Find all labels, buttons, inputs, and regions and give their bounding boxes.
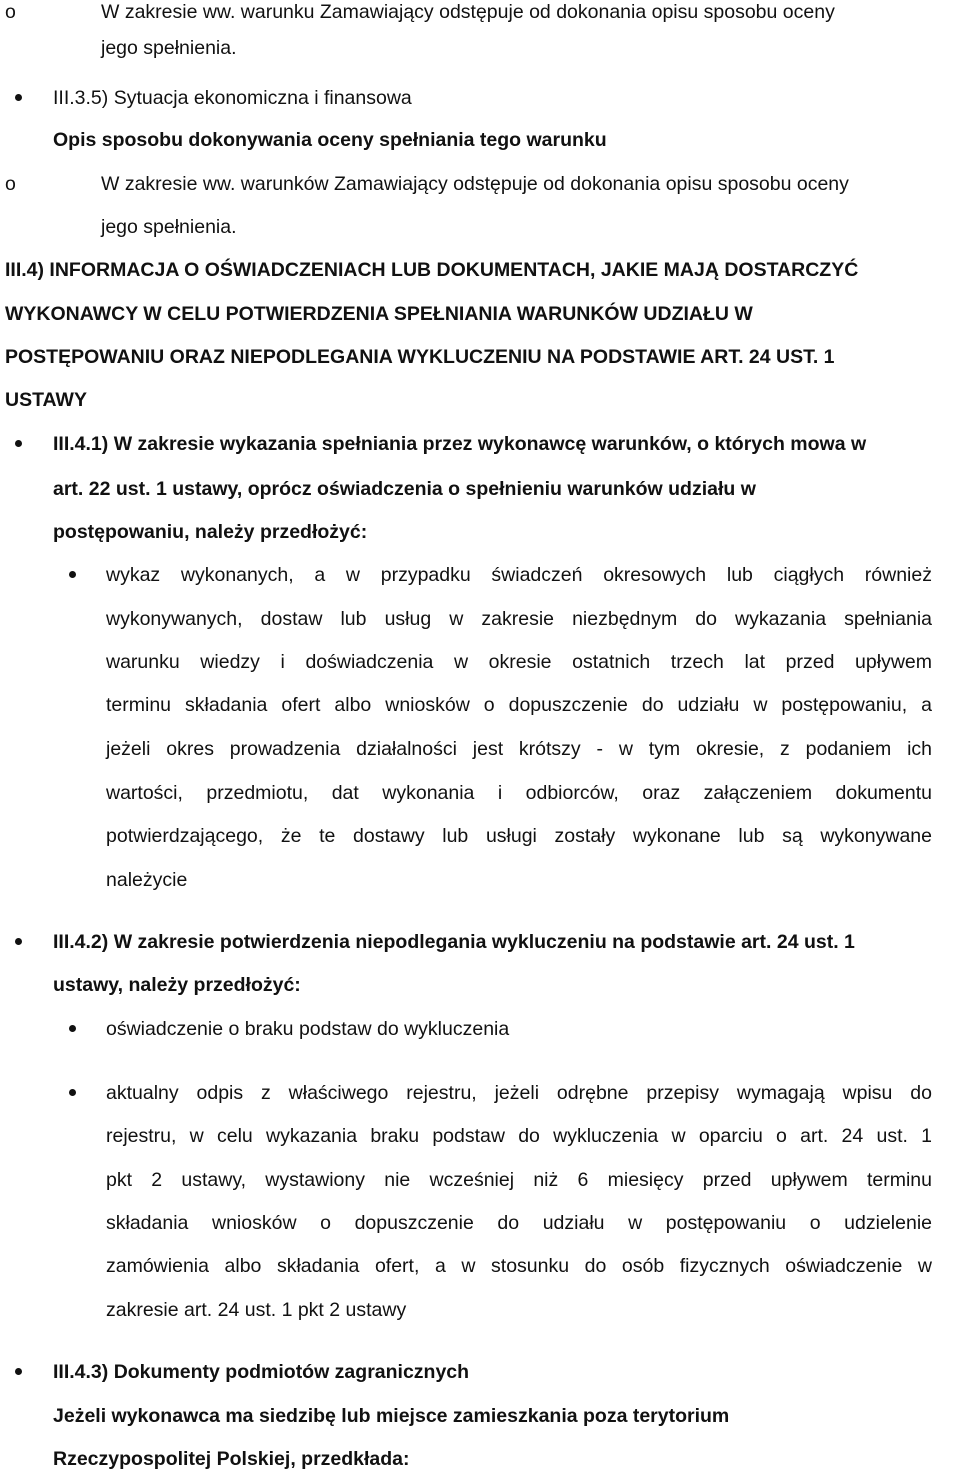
body-line: Jeżeli wykonawca ma siedzibę lub miejsce zamieszkania poza terytorium bbox=[53, 1405, 730, 1427]
section-heading: III.3.5) Sytuacja ekonomiczna i finansowa bbox=[53, 87, 412, 109]
section-heading-line: III.4.1) W zakresie wykazania spełniania przez wykonawcę warunków, o których mowa w bbox=[53, 433, 867, 455]
list-item-line: oświadczenie o braku podstaw do wykluczenia bbox=[106, 1018, 510, 1040]
list-item-line: pkt 2 ustawy, wystawiony nie wcześniej niż 6 miesięcy przed upływem terminu bbox=[106, 1169, 932, 1191]
section-heading-line: WYKONAWCY W CELU POTWIERDZENIA SPEŁNIANIA WARUNKÓW UDZIAŁU W bbox=[5, 303, 753, 325]
list-item-line: terminu składania ofert albo wniosków o dopuszczenie do udziału w postępowaniu, a bbox=[106, 694, 932, 716]
text-line: jego spełnienia. bbox=[101, 37, 237, 59]
bullet-icon bbox=[69, 571, 76, 578]
list-item-line: należycie bbox=[106, 869, 188, 891]
section-heading-line: USTAWY bbox=[5, 389, 87, 411]
list-item-line: potwierdzającego, że te dostawy lub usługi zostały wykonane lub są wykonywane bbox=[106, 825, 932, 847]
text-line: W zakresie ww. warunku Zamawiający odstępuje od dokonania opisu sposobu oceny bbox=[101, 1, 835, 23]
list-item-line: wartości, przedmiotu, dat wykonania i odbiorców, oraz załączeniem dokumentu bbox=[106, 782, 932, 804]
list-item-line: warunku wiedzy i doświadczenia w okresie ostatnich trzech lat przed upływem bbox=[106, 651, 932, 673]
list-item-line: jeżeli okres prowadzenia działalności jest krótszy - w tym okresie, z podaniem ich bbox=[106, 738, 932, 760]
text-line: jego spełnienia. bbox=[101, 216, 237, 238]
list-item-line: składania wniosków o dopuszczenie do udziału w postępowaniu o udzielenie bbox=[106, 1212, 932, 1234]
list-item-line: zakresie art. 24 ust. 1 pkt 2 ustawy bbox=[106, 1299, 407, 1321]
section-heading: III.4.3) Dokumenty podmiotów zagranicznych bbox=[53, 1361, 470, 1383]
section-heading-line: III.4) INFORMACJA O OŚWIADCZENIACH LUB DOKUMENTACH, JAKIE MAJĄ DOSTARCZYĆ bbox=[5, 259, 859, 281]
list-item-line: wykonywanych, dostaw lub usług w zakresie niezbędnym do wykazania spełniania bbox=[106, 608, 932, 630]
bullet-icon bbox=[15, 440, 22, 447]
section-subheading: Opis sposobu dokonywania oceny spełniania tego warunku bbox=[53, 129, 607, 151]
list-item-line: zamówienia albo składania ofert, a w stosunku do osób fizycznych oświadczenie w bbox=[106, 1255, 932, 1277]
section-heading-line: art. 22 ust. 1 ustawy, oprócz oświadczenia o spełnieniu warunków udziału w bbox=[53, 478, 756, 500]
body-line: Rzeczypospolitej Polskiej, przedkłada: bbox=[53, 1448, 410, 1470]
bullet-icon bbox=[15, 938, 22, 945]
list-item-line: rejestru, w celu wykazania braku podstaw do wykluczenia w oparciu o art. 24 ust. 1 bbox=[106, 1125, 932, 1147]
list-marker-o: o bbox=[5, 1, 16, 23]
list-item-line: wykaz wykonanych, a w przypadku świadczeń okresowych lub ciągłych również bbox=[106, 564, 932, 586]
list-marker-o: o bbox=[5, 173, 16, 195]
section-heading-line: ustawy, należy przedłożyć: bbox=[53, 974, 301, 996]
section-heading-line: postępowaniu, należy przedłożyć: bbox=[53, 521, 368, 543]
bullet-icon bbox=[15, 1368, 22, 1375]
bullet-icon bbox=[69, 1089, 76, 1096]
list-item-line: aktualny odpis z właściwego rejestru, jeżeli odrębne przepisy wymagają wpisu do bbox=[106, 1082, 932, 1104]
section-heading-line: III.4.2) W zakresie potwierdzenia niepodlegania wykluczeniu na podstawie art. 24 ust. 1 bbox=[53, 931, 855, 953]
text-line: W zakresie ww. warunków Zamawiający odstępuje od dokonania opisu sposobu oceny bbox=[101, 173, 849, 195]
bullet-icon bbox=[15, 94, 22, 101]
bullet-icon bbox=[69, 1025, 76, 1032]
section-heading-line: POSTĘPOWANIU ORAZ NIEPODLEGANIA WYKLUCZENIU NA PODSTAWIE ART. 24 UST. 1 bbox=[5, 346, 835, 368]
